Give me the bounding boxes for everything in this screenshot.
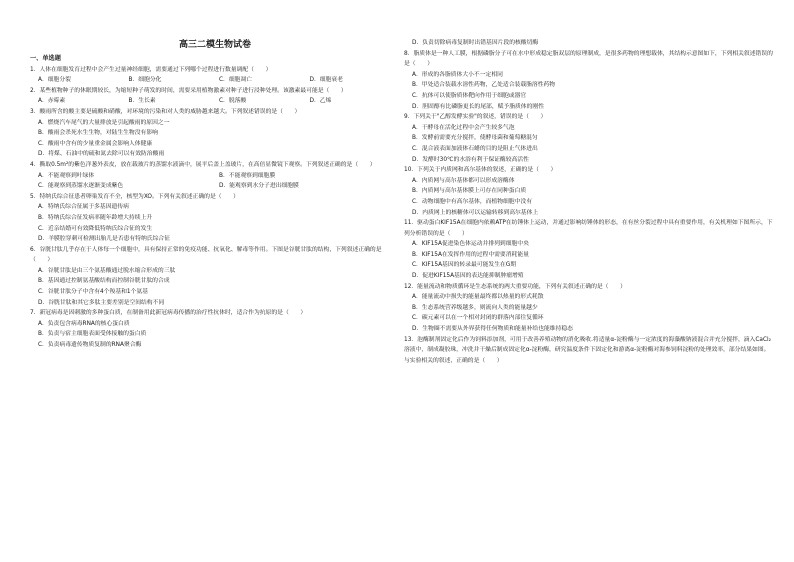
answer-option: A．燃烧汽车尾气的大量排放是引起酸雨的原因之一 bbox=[38, 119, 170, 126]
answer-option: A．内质网与高尔基体都可以形成溶酶体 bbox=[412, 177, 515, 184]
question-stem: 3．酸雨所含的酸主要是硫酸和硝酸，对环境的污染和对人类的威胁越来越大。下列叙述错误的是（ ） bbox=[30, 108, 301, 115]
answer-option: C．混合液表面加液体石蜡的目的是阻止气体进出 bbox=[412, 145, 538, 152]
question-block bbox=[30, 107, 400, 160]
answer-option: D．能观察到水分子进出细胞膜 bbox=[219, 183, 299, 190]
question-block bbox=[30, 308, 400, 350]
question-stem: 1．人体在细胞发育过程中会产生过量神经细胞，需要通过下列哪个过程进行数量调配（ ） bbox=[30, 66, 272, 73]
option-row bbox=[30, 96, 400, 107]
answer-option: D．将煤、石油中的硫和氮去除可以有效防治酸雨 bbox=[38, 151, 165, 158]
question-stem: 10．下列关于内质网和高尔基体的叙述，正确的是（ ） bbox=[404, 167, 557, 174]
question-stem: 6．谷胱甘肽几乎存在于人体每一个细胞中，具有保持正常的免疫功能、抗氧化、解毒等作用。下图是谷胱甘肽的结构，下列叙述正确的是（ ） bbox=[30, 246, 382, 264]
answer-option: B．发酵前需要充分搅拌，使酵母菌和葡萄糖混匀 bbox=[412, 135, 538, 142]
question-stem: 13．泡酶制剂固定化后作为饲料添加剂，可用于改善养殖动物的消化吸收.将适量α-淀粉酶与一定浓度的海藻酸钠液混合并充分搅拌，滴入CaCl₂溶液中，制成凝胶珠，冲洗并干燥后制成固定化α-淀粉酶，研究温度条件下固定化和游离α-淀粉酶对海参饲料淀粉的处理效率，部分结果如图。与实验相关的叙述，正确的是（ ） bbox=[404, 336, 771, 364]
question-stem: 11．驱动蛋白KIF15A在细胞内依赖ATP在纺锤体上运动，并通过影响纺锤体的形态，在有丝分裂过程中具有重要作用，有关机理如下图所示，下列分析错误的是（ ） bbox=[404, 220, 773, 237]
option-row bbox=[30, 171, 400, 182]
section-heading: 一、单选题 bbox=[30, 55, 61, 62]
question-stem: 2．某些植物种子的休眠期较长，为缩短种子萌发的时间，需要采用植物激素对种子进行浸种处理。该激素最可能是（ ） bbox=[30, 87, 347, 94]
answer-option: A．能量流动中损失的能量最终都以热量的形式耗散 bbox=[412, 294, 544, 301]
answer-option: A．KIF15A促进染色体运动并排列到细胞中央 bbox=[412, 241, 529, 248]
answer-option: D．内质网上的核糖体可以运输转移到高尔基体上 bbox=[412, 209, 539, 216]
question-block bbox=[404, 112, 774, 165]
question-block bbox=[30, 160, 400, 192]
answer-option: B．基因通过控制氨基酸结构而控制谷胱甘肽的合成 bbox=[38, 278, 170, 285]
option-row bbox=[30, 75, 400, 86]
answer-option: B．生长素 bbox=[128, 98, 156, 105]
question-stem: 12．能量流动和物质循环是生态系统的两大重要功能，下列有关叙述正确的是（ ） bbox=[404, 283, 626, 290]
answer-option: A．特纳氏综合征属于多基因遗传病 bbox=[38, 204, 129, 211]
answer-option: D．胆固醇有比磷脂更长的尾部，赋予脂质体的刚性 bbox=[412, 103, 544, 110]
option-row bbox=[30, 181, 400, 192]
answer-option: B．细胞分化 bbox=[128, 77, 162, 84]
answer-option: C．近亲结婚可有效降低特纳氏综合征的发生 bbox=[38, 225, 153, 232]
answer-option: D．细胞衰老 bbox=[309, 77, 343, 84]
answer-option: D．谷胱甘肽和其它多肽主要差别是空间结构不同 bbox=[38, 299, 165, 306]
question-stem: 8．脂质体是一种人工膜，根据磷脂分子可在水中形成稳定脂双层的原理制成，是很多药物的理想载体，其结构示意图如下，下列相关叙述错误的是（ ） bbox=[404, 50, 773, 68]
answer-option: B．不能观察到细胞膜 bbox=[219, 172, 276, 179]
answer-option: D．羊膜腔穿刺可检测出胎儿是否患有特纳氏综合征 bbox=[38, 236, 170, 243]
question-block bbox=[404, 38, 774, 49]
answer-option: D．乙烯 bbox=[309, 98, 332, 105]
question-list-left bbox=[30, 65, 400, 351]
answer-option: D．负责切除病毒复制时出错基因片段的核酸切酶 bbox=[412, 40, 539, 46]
question-stem: 7．新冠病毒是因刺激的多种蛋白质，在制备用此新冠病毒传播的治疗性抗体时，适合作为抗原的是（ ） bbox=[30, 310, 307, 317]
question-block bbox=[30, 192, 400, 245]
answer-option: A．谷胱甘肽是由三个氨基酸通过脱水缩合形成的三肽 bbox=[38, 267, 176, 274]
answer-option: B．内质网与高尔基体膜上可存在同种蛋白质 bbox=[412, 188, 527, 195]
answer-option: B．特纳氏综合征发病率随年龄增大持续上升 bbox=[38, 214, 153, 221]
answer-option: B．甲处适合装载水溶性药物，乙处适合装载脂溶性药物 bbox=[412, 82, 556, 89]
answer-option: B．酸雨会杀死水生生物，对陆生生物没有影响 bbox=[38, 130, 158, 137]
question-block bbox=[30, 65, 400, 86]
answer-option: B．KIF15A在发挥作用的过程中需要消耗能量 bbox=[412, 251, 529, 258]
answer-option: A．细胞分裂 bbox=[38, 77, 71, 84]
question-block bbox=[404, 165, 774, 218]
question-block bbox=[30, 245, 400, 309]
question-block bbox=[404, 218, 774, 282]
left-column bbox=[30, 38, 400, 351]
answer-option: A．干酵母在活化过程中会产生较多气泡 bbox=[412, 124, 515, 131]
answer-option: B．负责与宿主细胞表面受体接触的蛋白质 bbox=[38, 331, 147, 338]
page-title: 高三二模生物试卷 bbox=[178, 40, 251, 50]
answer-option: D．发酵时30℃的水浴有利于保证酶较高活性 bbox=[412, 156, 529, 163]
question-block bbox=[404, 49, 774, 113]
question-stem: 9．下列关于"乙醇发酵实验"的叙述，错误的是（ ） bbox=[404, 114, 547, 121]
answer-option: D．生物圈不需要从外界获得任何物质和能量补给也能维持稳态 bbox=[412, 326, 573, 333]
answer-option: A．不能观察到叶绿体 bbox=[38, 172, 95, 179]
answer-option: C．碳元素可以在一个相对封闭的群落内部往复循环 bbox=[412, 315, 544, 322]
answer-option: C．KIF15A基因的转录最可能发生在G期 bbox=[412, 262, 517, 269]
question-stem: 5．特纳氏综合征患者卵巢发育不全，核型为XO。下列有关叙述正确的是（ ） bbox=[30, 193, 239, 200]
answer-option: B．生态系统营养级越多，则流向人类的能量越少 bbox=[412, 304, 538, 311]
answer-option: C．动物细胞中有高尔基体，而植物细胞中没有 bbox=[412, 198, 532, 205]
right-column bbox=[404, 38, 774, 366]
answer-option: C．能观察到蒸馏水逐渐变成紫色 bbox=[38, 183, 124, 190]
question-stem: 4．撕取0.5m²的紫色洋葱外表皮，放在载玻片的蒸馏水液滴中，展平后盖上盖玻片，在高倍显微镜下观察。下列叙述正确的是（ ） bbox=[30, 161, 376, 168]
question-block bbox=[30, 86, 400, 107]
answer-option: C．酸雨中含有的少量重金属会影响人体健康 bbox=[38, 140, 153, 147]
answer-option: A．形成的各脂质体大小不一定相同 bbox=[412, 71, 503, 78]
question-block bbox=[404, 335, 774, 367]
answer-option: A．负责包含病毒RNA的核心蛋白质 bbox=[38, 320, 130, 327]
question-list-right bbox=[404, 38, 774, 366]
question-block bbox=[404, 282, 774, 335]
answer-option: D．促进KIF15A基因的表达能抑制肿瘤增殖 bbox=[412, 273, 524, 280]
answer-option: C．脱落酸 bbox=[219, 98, 247, 105]
answer-option: C．细胞凋亡 bbox=[219, 77, 253, 84]
answer-option: C．负责病毒遗传物质复制的RNA聚合酶 bbox=[38, 342, 142, 349]
answer-option: C．谷胱甘肽分子中含有4个羧基和1个氨基 bbox=[38, 289, 148, 296]
answer-option: C．抗体可以使脂质体靶向作用于细胞或器官 bbox=[412, 92, 527, 99]
answer-option: A．赤霉素 bbox=[38, 98, 66, 105]
